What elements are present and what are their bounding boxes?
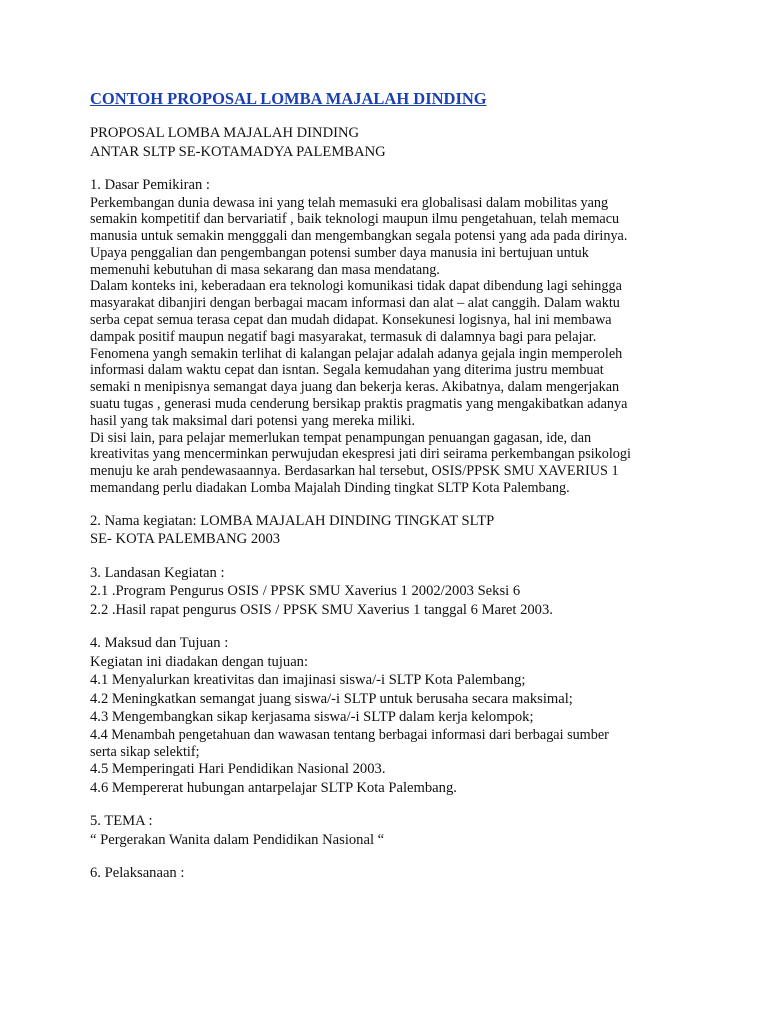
- list-item: serta sikap selektif;: [90, 743, 200, 760]
- paragraph-line: hasil yang tak maksimal dari potensi yang mereka miliki.: [90, 412, 416, 429]
- paragraph-line: semakin kompetitif dan bervariatif , baik teknologi maupun ilmu pengetahuan, telah memacu: [90, 211, 620, 228]
- paragraph-line: dampak positif maupun negatif bagi masyarakat, termasuk di dalamnya bagi para pelajar.: [90, 328, 597, 345]
- section-heading: 2. Nama kegiatan: LOMBA MAJALAH DINDING TINGKAT SLTP: [90, 512, 495, 529]
- section-heading: 4. Maksud dan Tujuan :: [90, 635, 229, 652]
- paragraph-line: Perkembangan dunia dewasa ini yang telah memasuki era globalisasi dalam mobilitas yang: [90, 194, 609, 211]
- paragraph-line: kreativitas yang mencerminkan perwujudan ekespresi jati diri seirama perkembangan psikologi: [90, 446, 631, 463]
- paragraph-line: manusia untuk semakin mengggali dan mengembangkan segala potensi yang ada pada dirinya.: [90, 228, 628, 245]
- list-item: 4.5 Memperingati Hari Pendidikan Nasional 2003.: [90, 761, 386, 778]
- paragraph-line: Dalam konteks ini, keberadaan era teknologi komunikasi tidak dapat dibendung lagi sehingga: [90, 278, 622, 295]
- paragraph-line: SE- KOTA PALEMBANG 2003: [90, 531, 281, 548]
- document-title[interactable]: CONTOH PROPOSAL LOMBA MAJALAH DINDING: [90, 89, 487, 108]
- section-heading: 1. Dasar Pemikiran :: [90, 177, 210, 193]
- paragraph-line: memenuhi kebutuhan di masa sekarang dan masa mendatang.: [90, 261, 440, 278]
- paragraph-line: menuju ke arah pendewasaannya. Berdasarkan hal tersebut, OSIS/PPSK SMU XAVERIUS 1: [90, 463, 619, 480]
- subtitle-line: ANTAR SLTP SE-KOTAMADYA PALEMBANG: [90, 143, 386, 160]
- list-item: 4.4 Menambah pengetahuan dan wawasan tentang berbagai informasi dari berbagai sumber: [90, 726, 609, 743]
- subtitle-line: PROPOSAL LOMBA MAJALAH DINDING: [90, 125, 360, 141]
- paragraph-line: memandang perlu diadakan Lomba Majalah Dinding tingkat SLTP Kota Palembang.: [90, 480, 570, 497]
- section-heading: 6. Pelaksanaan :: [90, 865, 185, 882]
- paragraph-line: suatu tugas , generasi muda cenderung bersikap praktis pragmatis yang mengakibatkan adanya: [90, 396, 628, 413]
- list-item: 2.1 .Program Pengurus OSIS / PPSK SMU Xaverius 1 2002/2003 Seksi 6: [90, 583, 521, 600]
- paragraph-line: informasi dalam waktu cepat dan isntan. Segala kemudahan yang diterima justru membuat: [90, 362, 604, 379]
- paragraph-line: Kegiatan ini diadakan dengan tujuan:: [90, 653, 309, 670]
- theme-quote: “ Pergerakan Wanita dalam Pendidikan Nasional “: [90, 831, 385, 848]
- paragraph-line: Upaya penggalian dan pengembangan potensi sumber daya manusia ini bertujuan untuk: [90, 244, 589, 261]
- section-heading: 5. TEMA :: [90, 813, 153, 830]
- section-tema: [90, 812, 690, 849]
- list-item: 4.6 Mempererat hubungan antarpelajar SLTP Kota Palembang.: [90, 779, 457, 796]
- list-item: 2.2 .Hasil rapat pengurus OSIS / PPSK SMU Xaverius 1 tanggal 6 Maret 2003.: [90, 601, 553, 618]
- list-item: 4.1 Menyalurkan kreativitas dan imajinasi siswa/-i SLTP Kota Palembang;: [90, 672, 526, 689]
- paragraph-line: semaki n menipisnya semangat daya juang dan bekerja keras. Akibatnya, dalam mengerjakan: [90, 379, 620, 396]
- paragraph-line: serba cepat semua terasa cepat dan mudah didapat. Konsekunesi logisnya, hal ini membawa: [90, 312, 612, 329]
- paragraph-line: Fenomena yangh semakin terlihat di kalangan pelajar adalah adanya gejala ingin memperoleh: [90, 345, 623, 362]
- section-maksud-tujuan: [90, 634, 690, 797]
- list-item: 4.2 Meningkatkan semangat juang siswa/-i SLTP untuk berusaha secara maksimal;: [90, 690, 573, 707]
- section-nama-kegiatan: [90, 512, 690, 549]
- section-dasar-pemikiran: [90, 176, 690, 497]
- section-landasan-kegiatan: [90, 564, 690, 620]
- list-item: 4.3 Mengembangkan sikap kerjasama siswa/-i SLTP dalam kerja kelompok;: [90, 709, 534, 726]
- section-heading: 3. Landasan Kegiatan :: [90, 564, 225, 581]
- section-pelaksanaan: [90, 864, 690, 883]
- document-page: [90, 88, 690, 883]
- paragraph-line: Di sisi lain, para pelajar memerlukan tempat penampungan penuangan gagasan, ide, dan: [90, 429, 592, 446]
- paragraph-line: masyarakat dibanjiri dengan berbagai macam informasi dan alat – alat canggih. Dalam waktu: [90, 295, 620, 312]
